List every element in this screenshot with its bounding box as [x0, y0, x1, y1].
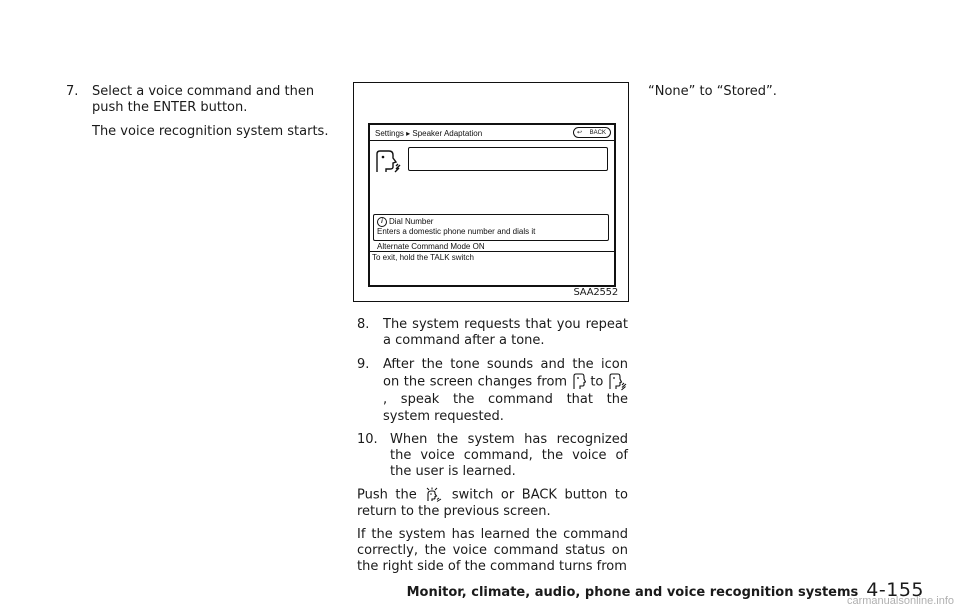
- info-icon: i: [377, 217, 387, 227]
- step-7-number: 7.: [66, 84, 79, 99]
- step-9: [357, 356, 628, 425]
- speaker-head-icon: [374, 149, 402, 175]
- step-10: [357, 432, 628, 480]
- step-9-to: to: [590, 374, 604, 390]
- middle-column: [357, 317, 628, 575]
- right-column: [648, 84, 918, 100]
- figure-code: SAA2552: [573, 287, 618, 298]
- standby-head-icon: [572, 373, 586, 391]
- page-number: 4-155: [866, 579, 924, 601]
- back-label: BACK: [589, 130, 606, 136]
- step-10-text: When the system has recognized the voice command, the voice of the user is learned.: [390, 432, 628, 479]
- screen-title: Settings ▸ Speaker Adaptation: [375, 129, 483, 138]
- info-description: Enters a domestic phone number and dials it: [377, 227, 536, 237]
- continuation-text: “None” to “Stored”.: [648, 84, 777, 99]
- step-8-text: The system requests that you repeat a command after a tone.: [383, 317, 628, 348]
- alternate-mode-status: Alternate Command Mode ON: [377, 242, 485, 251]
- learned-paragraph: If the system has learned the command correctly, the voice command status on the right side of the command turns from: [357, 526, 628, 574]
- step-9-text-a: After the tone sounds and the icon on the screen changes from: [383, 357, 628, 390]
- title-divider: [370, 140, 614, 141]
- back-button: [573, 127, 611, 138]
- step-8-number: 8.: [357, 317, 370, 332]
- status-divider: [370, 251, 614, 252]
- command-info-box: [373, 214, 609, 241]
- step-9-number: 9.: [357, 357, 370, 372]
- figure-speaker-adaptation: [353, 82, 629, 302]
- watermark: carmanualsonline.info: [846, 595, 954, 607]
- step-9-text-b: , speak the command that the system requested.: [383, 392, 628, 424]
- step-7-note: The voice recognition system starts.: [92, 124, 329, 139]
- talk-switch-icon: [424, 487, 444, 503]
- recognition-field: [408, 147, 608, 171]
- push-talk-paragraph: [357, 487, 628, 520]
- step-10-number: 10.: [357, 432, 378, 447]
- step-8: [357, 317, 628, 349]
- back-arrow-icon: ↩: [577, 130, 583, 136]
- info-title: Dial Number: [389, 217, 434, 227]
- exit-hint: To exit, hold the TALK switch: [372, 253, 474, 262]
- step-7: [66, 84, 342, 116]
- left-column: [66, 84, 342, 140]
- speaking-head-icon: [608, 373, 628, 391]
- push-text-b: switch or BACK button to return to the previous screen.: [357, 487, 628, 519]
- step-7-text: Select a voice command and then push the ENTER button.: [92, 84, 315, 115]
- push-text-a: Push the: [357, 487, 417, 503]
- footer-section-title: Monitor, climate, audio, phone and voice recognition systems: [406, 585, 859, 600]
- screen-illustration: [368, 123, 616, 287]
